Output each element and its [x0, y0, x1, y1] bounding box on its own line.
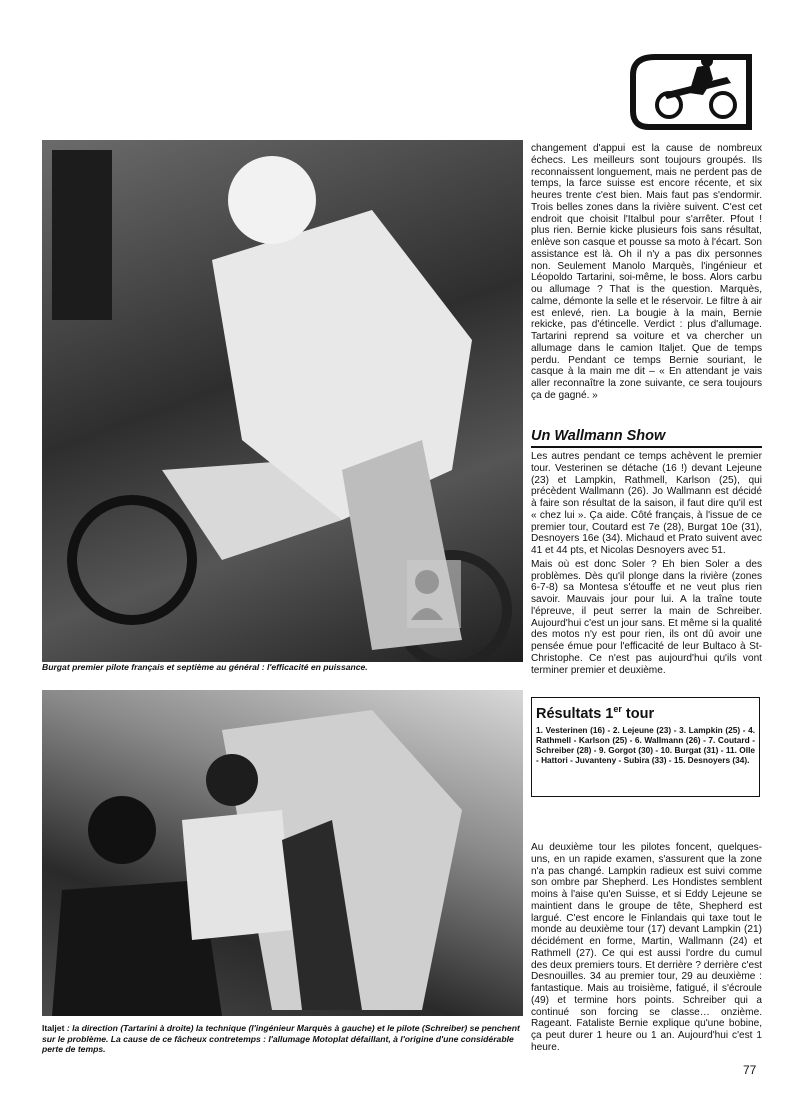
- caption-lead: Italjet: [42, 1023, 65, 1033]
- trial-motorcycle-icon: [627, 47, 757, 137]
- repair-crew-photo: [42, 690, 523, 1016]
- paragraph: Au deuxième tour les pilotes foncent, quelques-uns, en un rapide examen, s'assurent que la zone n'a pas changé. Lampkin radieux est suivi comme son ombre par Shepherd. Les Hondistes semblent moins à l'aise qu'en Suisse, et si Eddy Lejeune se maintient dans le groupe de tête, Shepherd est largué. C'est encore le Finlandais qui taxe tout le monde au deuxième tour (17) devant Lampkin (21) décidément en forme, Martin, Wallmann (24) et Rathmell (27). Ce qui est aussi l'ordre du cumul des deux premiers tours. Et derrière ? derrière c'est Desnouilles. 34 au premier tour, 29 au deuxième : fantastique. Mais au troisième, fatigué, il s'écroule (49) et termine hors points. Schreiber qui a continué son forcing se classe… onzième. Rageant. Fataliste Bernie explique qu'une bobine, ça peut durer 1 heure ou 1 an. Aujourd'hui c'est 1 heure.: [531, 842, 762, 1053]
- heading-rule: [531, 446, 762, 448]
- article-text-part2: [531, 451, 762, 678]
- page-number: 77: [743, 1063, 757, 1077]
- paragraph: Mais où est donc Soler ? Eh bien Soler a des problèmes. Dès qu'il plonge dans la rivière (zones 6-7-8) sa Montesa s'étouffe et ne veut plus rien savoir. Mauvais jour pour lui. A la traîne toute l'épreuve, il peut serrer la main de Schreiber. Aujourd'hui c'est un jour sans. Et même si la qualité des motos n'y est pour rien, ils ont dû avoir une pensée émue pour l'efficacité de leur Bultaco à St-Christophe. Ce n'est pas aujourd'hui qu'ils vont terminer premier et deuxième.: [531, 558, 762, 676]
- caption-rest: : la direction (Tartarini à droite) la technique (l'ingénieur Marquès à gauche) et le pilote (Schreiber) se penchent sur le problème. La cause de ce fâcheux contretemps : l'allumage Motoplat défaillant, à l'origine d'une considérable perte de temps.: [42, 1023, 520, 1054]
- results-title-sup: er: [613, 704, 622, 714]
- article-text-part3: [531, 842, 762, 1056]
- paragraph: Les autres pendant ce temps achèvent le premier tour. Vesterinen se détache (16 !) devant Lejeune (23) et Lampkin, Rathmell, Karlson (25), qui précèdent Wallmann (26). Jo Wallmann est décidé à faire son résultat de la saison, il faut dire qu'il est « chez lui ». Ça aide. Côté français, à l'issue de ce premier tour, Coutard est 7e (28), Burgat 10e (31), Desnoyers 16e (34). Michaud et Prato suivent avec 41 et 44 pts, et Nicolas Desnoyers avec 51.: [531, 451, 762, 556]
- trial-motorcycle-logo: [627, 47, 757, 137]
- section-heading: Un Wallmann Show: [531, 428, 666, 444]
- results-title-text: Résultats 1: [536, 705, 614, 722]
- portrait-watermark-icon: [407, 560, 461, 628]
- top-photo-caption: Burgat premier pilote français et septième au général : l'efficacité en puissance.: [42, 662, 368, 672]
- paragraph: changement d'appui est la cause de nombreux échecs. Les meilleurs sont toujours groupés. Ils reconnaissent longuement, mais ne perdent pas de temps, la farce suisse est encore récente, et six heures trente c'est bien. Mais faut pas s'endormir. Trois belles zones dans la rivière suivent. C'est cet endroit que choisit l'Italbul pour s'arrêter. Pfout ! plus rien. Bernie kicke plusieurs fois sans résultat, enlève son casque et pousse sa moto à l'écart. Son assistance est là. Oh il n'y a pas dix personnes non. Seulement Manolo Marquès, l'ingénieur et Léopoldo Tartarini, soi-même, le boss. Alors carbu ou allumage ? That is the question. Marquès, calme, démonte la selle et le réservoir. Le filtre à air est enlevé, rien. La bougie à la main, Bernie rekicke, pas d'étincelle. Verdict : plus d'allumage. Tartarini reprend sa voiture et va chercher un allumage dans le camion Italjet. Que de temps perdu. Pendant ce temps Bernie souriant, le casque à la main me dit – « En attendant je vais aller reconnaître la zone suivante, ce sera toujours ça de gagné. »: [531, 143, 762, 401]
- results-list: 1. Vesterinen (16) - 2. Lejeune (23) - 3. Lampkin (25) - 4. Rathmell - Karlson (25) - 6. Wallmann (26) - 7. Coutard - Schreiber (28) - 9. Gorgot (30) - 10. Burgat (31) - 11. Olle - Hattori - Juvanteny - Subira (33) - 15. Desnoyers (34).: [536, 724, 755, 766]
- article-text-part1: [531, 143, 762, 404]
- results-box: [531, 697, 760, 797]
- portrait-watermark: [407, 560, 461, 628]
- results-title-end: tour: [621, 705, 655, 722]
- bottom-photo-caption: [42, 1023, 523, 1055]
- results-title: [536, 701, 755, 722]
